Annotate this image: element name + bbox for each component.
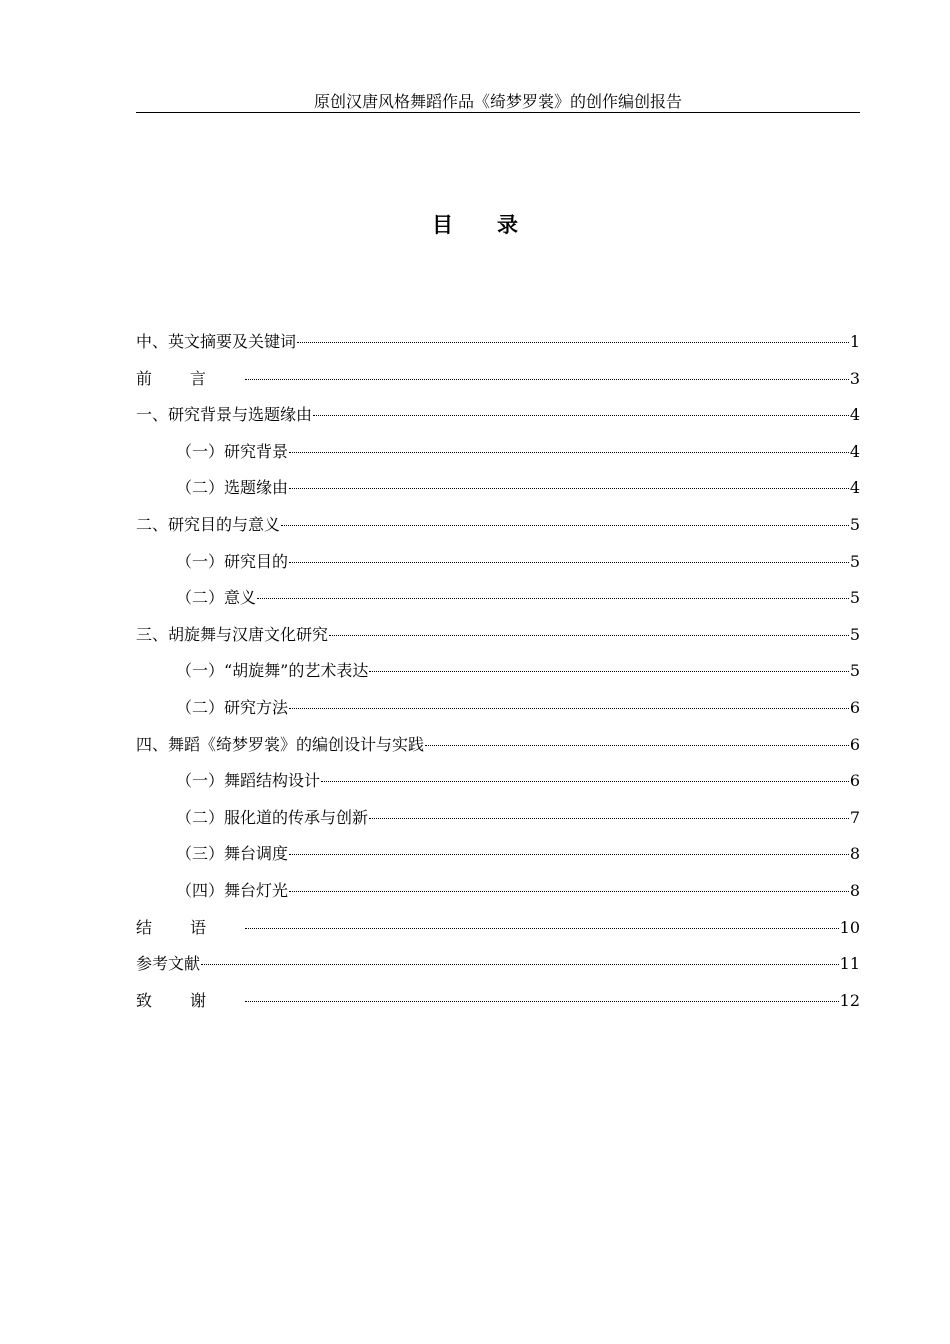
toc-entry-chapter-3-1[interactable]: [136, 653, 860, 690]
running-header: [136, 92, 860, 113]
toc-entry-chapter-2-1[interactable]: [136, 544, 860, 581]
toc-dot-leader: [289, 708, 849, 709]
toc-dot-leader: [425, 745, 849, 746]
toc-entry-chapter-4-3[interactable]: [136, 836, 860, 873]
toc-dot-leader: [245, 1001, 839, 1002]
toc-dot-leader: [369, 818, 849, 819]
toc-entry-page: 5: [849, 514, 860, 534]
toc-entry-page: 8: [849, 880, 860, 900]
toc-dot-leader: [369, 671, 848, 672]
toc-entry-label: （一）研究目的: [176, 551, 289, 571]
toc-entry-page: 5: [849, 551, 860, 571]
toc-entry-page: 12: [839, 990, 860, 1010]
running-header-title: 原创汉唐风格舞蹈作品《绮梦罗裳》的创作编创报告: [313, 92, 682, 111]
toc-dot-leader: [289, 854, 849, 855]
toc-dot-leader: [297, 342, 849, 343]
toc-entry-label: 四、舞蹈《绮梦罗裳》的编创设计与实践: [136, 734, 425, 754]
toc-entry-chapter-3[interactable]: [136, 617, 860, 654]
toc-entry-label: （三）舞台调度: [176, 844, 289, 864]
toc-entry-chapter-1[interactable]: [136, 397, 860, 434]
toc-dot-leader: [257, 598, 849, 599]
toc-entry-preface[interactable]: [136, 361, 860, 398]
toc-entry-page: 7: [849, 807, 860, 827]
toc-dot-leader: [245, 379, 849, 380]
table-of-contents: [136, 324, 860, 1019]
toc-entry-label: （一）舞蹈结构设计: [176, 771, 321, 791]
toc-entry-label: 前言: [136, 368, 245, 388]
toc-entry-label: （二）服化道的传承与创新: [176, 807, 369, 827]
toc-entry-page: 8: [849, 844, 860, 864]
toc-entry-label: 参考文献: [136, 954, 201, 974]
toc-entry-page: 1: [849, 332, 860, 351]
toc-entry-label: （一）研究背景: [176, 441, 289, 461]
toc-entry-label: 中、英文摘要及关键词: [136, 332, 297, 351]
toc-entry-label: （二）研究方法: [176, 697, 289, 717]
toc-entry-page: 4: [849, 441, 860, 461]
toc-entry-page: 5: [849, 661, 860, 681]
toc-dot-leader: [289, 488, 849, 489]
toc-dot-leader: [289, 562, 849, 563]
toc-entry-page: 3: [849, 368, 860, 388]
toc-entry-page: 6: [849, 771, 860, 791]
toc-entry-label: （四）舞台灯光: [176, 880, 289, 900]
toc-dot-leader: [289, 452, 849, 453]
toc-entry-label: （一）“胡旋舞”的艺术表达: [176, 661, 369, 681]
toc-entry-abstract[interactable]: [136, 324, 860, 361]
toc-entry-page: 5: [849, 624, 860, 644]
toc-entry-page: 11: [839, 954, 860, 974]
toc-dot-leader: [321, 781, 849, 782]
toc-entry-page: 6: [849, 697, 860, 717]
toc-entry-chapter-4-2[interactable]: [136, 800, 860, 837]
toc-entry-label: 结语: [136, 917, 245, 937]
toc-entry-label: 三、胡旋舞与汉唐文化研究: [136, 624, 329, 644]
toc-entry-label: 二、研究目的与意义: [136, 514, 281, 534]
toc-dot-leader: [281, 525, 849, 526]
toc-entry-acknowledgements[interactable]: [136, 983, 860, 1020]
toc-entry-label: （二）意义: [176, 588, 257, 608]
toc-entry-chapter-1-1[interactable]: [136, 434, 860, 471]
toc-entry-chapter-4-4[interactable]: [136, 873, 860, 910]
toc-entry-chapter-1-2[interactable]: [136, 470, 860, 507]
toc-entry-page: 10: [839, 917, 860, 937]
toc-dot-leader: [313, 415, 849, 416]
toc-entry-chapter-2-2[interactable]: [136, 580, 860, 617]
toc-entry-conclusion[interactable]: [136, 910, 860, 947]
toc-entry-chapter-4-1[interactable]: [136, 763, 860, 800]
toc-entry-page: 5: [849, 588, 860, 608]
toc-entry-chapter-4[interactable]: [136, 727, 860, 764]
toc-entry-page: 4: [849, 478, 860, 498]
toc-dot-leader: [329, 635, 849, 636]
toc-entry-chapter-3-2[interactable]: [136, 690, 860, 727]
toc-dot-leader: [245, 928, 839, 929]
toc-dot-leader: [289, 891, 849, 892]
toc-entry-label: （二）选题缘由: [176, 478, 289, 498]
toc-entry-page: 4: [849, 405, 860, 425]
toc-entry-page: 6: [849, 734, 860, 754]
toc-entry-references[interactable]: [136, 946, 860, 983]
toc-entry-label: 一、研究背景与选题缘由: [136, 405, 313, 425]
toc-entry-chapter-2[interactable]: [136, 507, 860, 544]
toc-entry-label: 致谢: [136, 990, 245, 1010]
toc-title: 目录: [432, 212, 562, 237]
toc-dot-leader: [201, 964, 839, 965]
